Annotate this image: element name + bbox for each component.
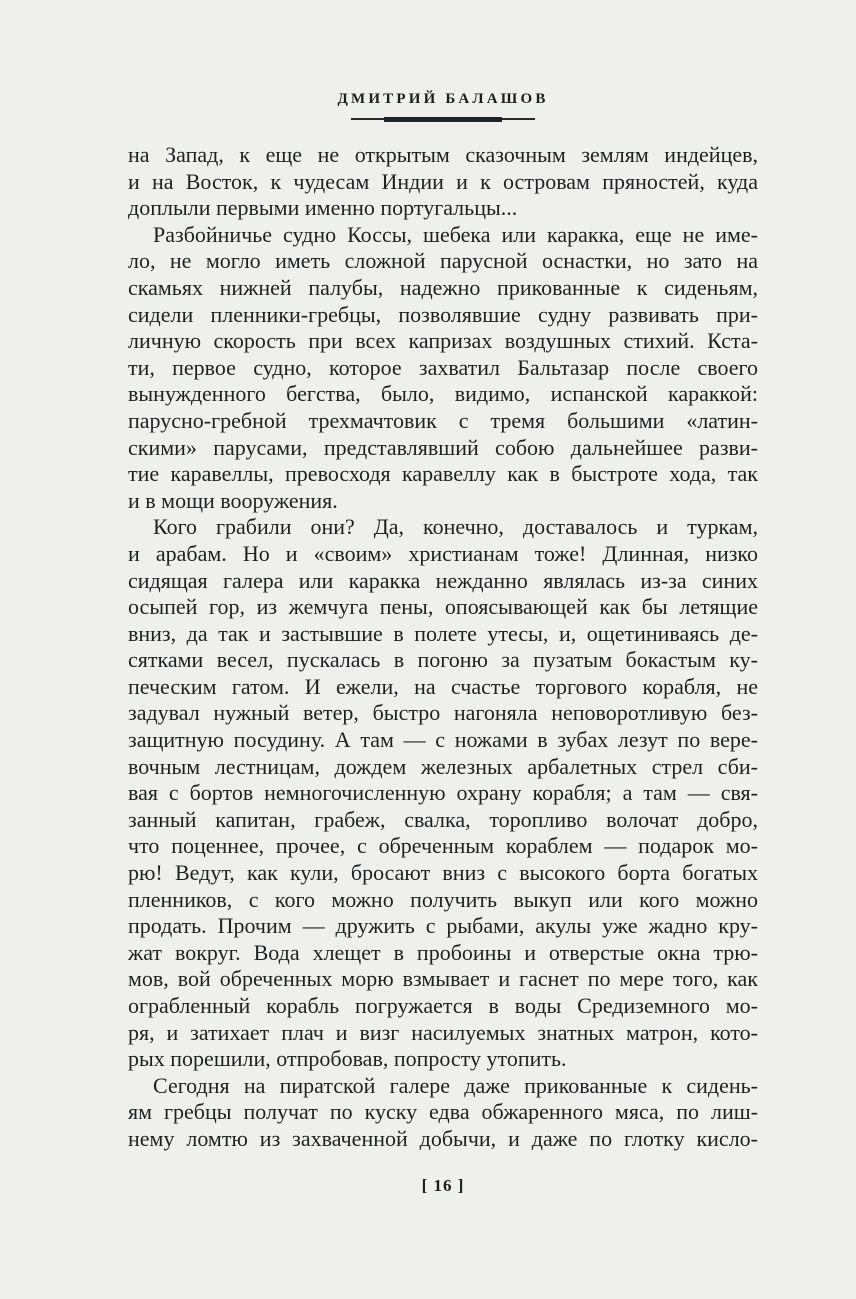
text-line: сидели пленники-гребцы, позволявшие судну развивать при- bbox=[128, 301, 758, 327]
rule-thin-left bbox=[351, 118, 384, 120]
text-line: на Запад, к еще не открытым сказочным землям индейцев, bbox=[128, 142, 758, 167]
text-line: доплыли первыми именно португальцы... bbox=[128, 195, 518, 221]
text-line: личную скорость при всех капризах воздушных стихий. Кста- bbox=[128, 328, 758, 354]
text-line: Разбойничье судно Коссы, шебека или каракка, еще не име- bbox=[153, 221, 758, 247]
text-line: и арабам. Но и «своим» христианам тоже! Длинная, низко bbox=[128, 540, 758, 566]
text-line: скими» парусами, представлявший собою дальнейшее разви- bbox=[128, 434, 758, 460]
text-line: мов, вой обреченных морю взмывает и гаснет по мере того, как bbox=[128, 966, 758, 992]
text-line: занный капитан, грабеж, свалка, торопливо волочат добро, bbox=[128, 806, 758, 832]
text-line: тие каравеллы, превосходя каравеллу как в быстроте хода, так bbox=[128, 461, 758, 487]
text-line: жат вокруг. Вода хлещет в пробоины и отверстые окна трю- bbox=[128, 939, 758, 965]
text-line: парусно-гребной трехмачтовик с тремя большими «латин- bbox=[128, 407, 758, 433]
text-line: нему ломтю из захваченной добычи, и даже по глотку кисло- bbox=[128, 1125, 758, 1151]
text-line: ограбленный корабль погружается в воды Средиземного мо- bbox=[128, 993, 758, 1018]
text-line: вая с бортов немногочисленную охрану корабля; а там — свя- bbox=[128, 780, 758, 806]
text-line: защитную посудину. А там — с ножами в зубах лезут по вере- bbox=[128, 727, 758, 753]
running-header: ДМИТРИЙ БАЛАШОВ bbox=[337, 91, 549, 107]
rule-thick-center bbox=[384, 117, 502, 122]
text-line: пленников, с кого можно получить выкуп или кого можно bbox=[128, 886, 758, 912]
text-line: скамьях нижней палубы, надежно прикованные к сиденьям, bbox=[128, 274, 758, 300]
text-line: Сегодня на пиратской галере даже прикованные к сидень- bbox=[153, 1072, 758, 1098]
page-number: [ 16 ] bbox=[421, 1176, 465, 1195]
text-line: осыпей гор, из жемчуга пены, опоясывающей как бы летящие bbox=[128, 594, 758, 620]
text-line: рых порешили, отпробовав, попросту утопить. bbox=[128, 1046, 567, 1072]
text-line: и в мощи вооружения. bbox=[128, 487, 338, 513]
text-line: что поценнее, прочее, с обреченным кораблем — подарок мо- bbox=[128, 833, 758, 859]
header-ornament-rule bbox=[128, 114, 758, 124]
text-line: ло, не могло иметь сложной парусной оснастки, но зато на bbox=[128, 248, 758, 274]
text-line: печеским гатом. И ежели, на счастье торгового корабля, не bbox=[128, 673, 758, 699]
text-line: задувал нужный ветер, быстро нагоняла неповоротливую без- bbox=[128, 700, 758, 726]
text-line: продать. Прочим — дружить с рыбами, акулы уже жадно кру- bbox=[128, 913, 758, 939]
text-line: рю! Ведут, как кули, бросают вниз с высокого борта богатых bbox=[128, 860, 758, 886]
text-line: ям гребцы получат по куску едва обжаренного мяса, по лиш- bbox=[128, 1099, 758, 1125]
text-line: вочным лестницам, дождем железных арбалетных стрел сби- bbox=[128, 753, 758, 779]
text-line: сидящая галера или каракка нежданно являлась из-за синих bbox=[128, 567, 758, 593]
text-line: вниз, да так и застывшие в полете утесы, и, ощетиниваясь де- bbox=[128, 620, 758, 646]
text-line: ти, первое судно, которое захватил Бальтазар после своего bbox=[128, 354, 758, 380]
text-line: сятками весел, пускалась в погоню за пузатым бокастым ку- bbox=[128, 647, 758, 673]
text-line: и на Восток, к чудесам Индии и к островам пряностей, куда bbox=[128, 168, 758, 194]
rule-thin-right bbox=[502, 118, 535, 120]
text-line: вынужденного бегства, было, видимо, испанской караккой: bbox=[128, 381, 758, 407]
text-line: Кого грабили они? Да, конечно, доставалось и туркам, bbox=[153, 514, 758, 540]
page-body-text bbox=[128, 142, 758, 1153]
text-line: ря, и затихает плач и визг насилуемых знатных матрон, кото- bbox=[128, 1019, 758, 1045]
